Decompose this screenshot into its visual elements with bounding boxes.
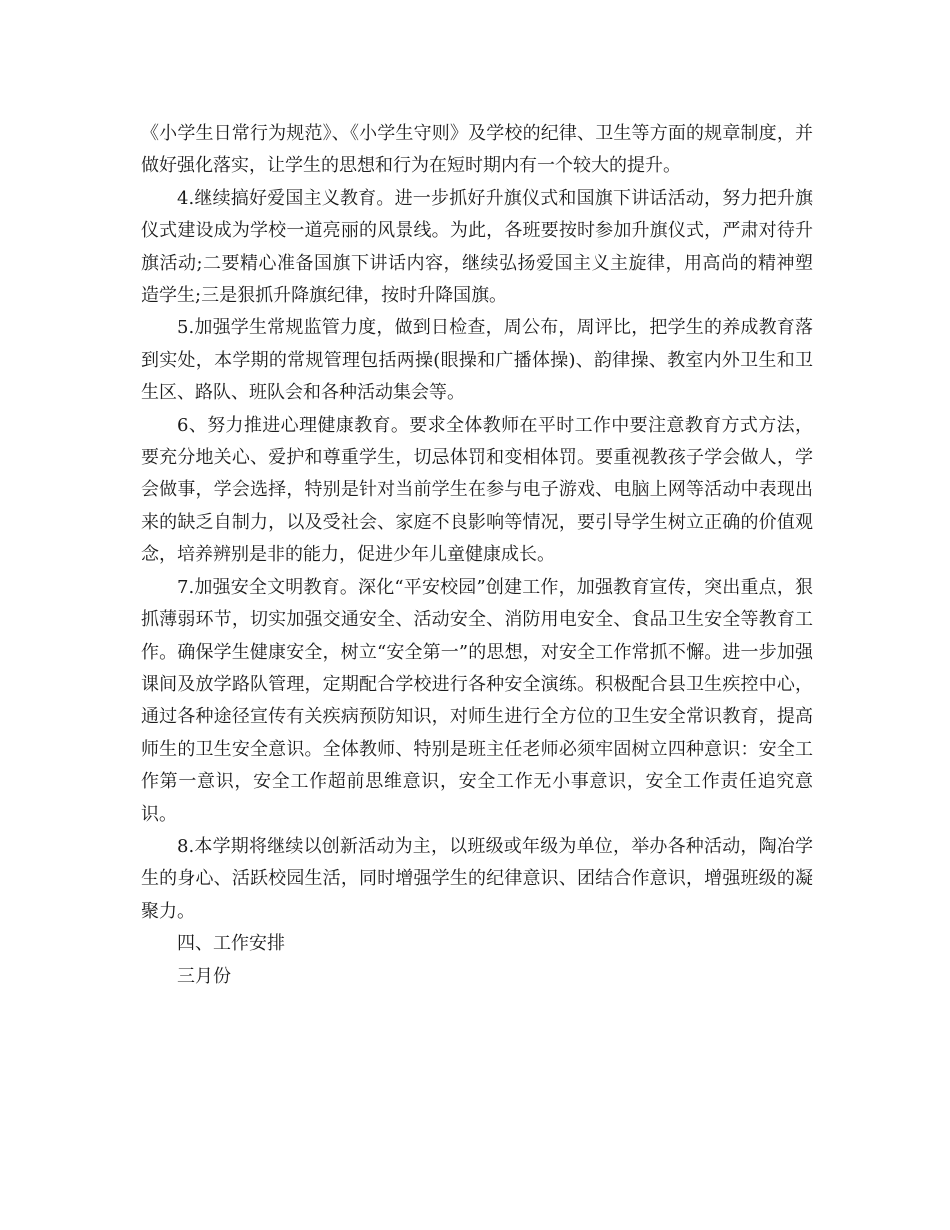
paragraph-regulations: 《小学生日常行为规范》、《小学生守则》及学校的纪律、卫生等方面的规章制度，并做好强化落实，让学生的思想和行为在短时期内有一个较大的提升。 (141, 123, 813, 177)
document-body (141, 118, 813, 993)
paragraph-patriotic-education: 4.继续搞好爱国主义教育。进一步抓好升旗仪式和国旗下讲话活动，努力把升旗仪式建设成为学校一道亮丽的风景线。为此，各班要按时参加升旗仪式，严肃对待升旗活动;二要精心准备国旗下讲话内容，继续弘扬爱国主义主旋律，用高尚的精神塑造学生;三是狠抓升降旗纪律，按时升降国旗。 (141, 187, 813, 307)
paragraph-activities: 8.本学期将继续以创新活动为主，以班级或年级为单位，举办各种活动，陶冶学生的身心、活跃校园生活，同时增强学生的纪律意识、团结合作意识，增强班级的凝聚力。 (141, 835, 813, 922)
paragraph-routine-supervision: 5.加强学生常规监管力度，做到日检查，周公布，周评比，把学生的养成教育落到实处，本学期的常规管理包括两操(眼操和广播体操)、韵律操、教室内外卫生和卫生区、路队、班队会和各种活动集会等。 (141, 317, 813, 404)
paragraph-safety-education: 7.加强安全文明教育。深化“平安校园”创建工作，加强教育宣传，突出重点，狠抓薄弱环节，切实加强交通安全、活动安全、消防用电安全、食品卫生安全等教育工作。确保学生健康安全，树立“安全第一”的思想，对安全工作常抓不懈。进一步加强课间及放学路队管理，定期配合学校进行各种安全演练。积极配合县卫生疾控中心，通过各种途径宣传有关疾病预防知识，对师生进行全方位的卫生安全常识教育，提高师生的卫生安全意识。全体教师、特别是班主任老师必须牢固树立四种意识：安全工作第一意识，安全工作超前思维意识，安全工作无小事意识，安全工作责任追究意识。 (141, 576, 813, 825)
paragraph-mental-health: 6、努力推进心理健康教育。要求全体教师在平时工作中要注意教育方式方法，要充分地关心、爱护和尊重学生，切忌体罚和变相体罚。要重视教孩子学会做人，学会做事，学会选择，特别是针对当前学生在参与电子游戏、电脑上网等活动中表现出来的缺乏自制力，以及受社会、家庭不良影响等情况，要引导学生树立正确的价值观念，培养辨别是非的能力，促进少年儿童健康成长。 (141, 414, 813, 566)
subheading-march: 三月份 (177, 965, 231, 987)
section-heading-work-arrangement: 四、工作安排 (177, 933, 285, 955)
